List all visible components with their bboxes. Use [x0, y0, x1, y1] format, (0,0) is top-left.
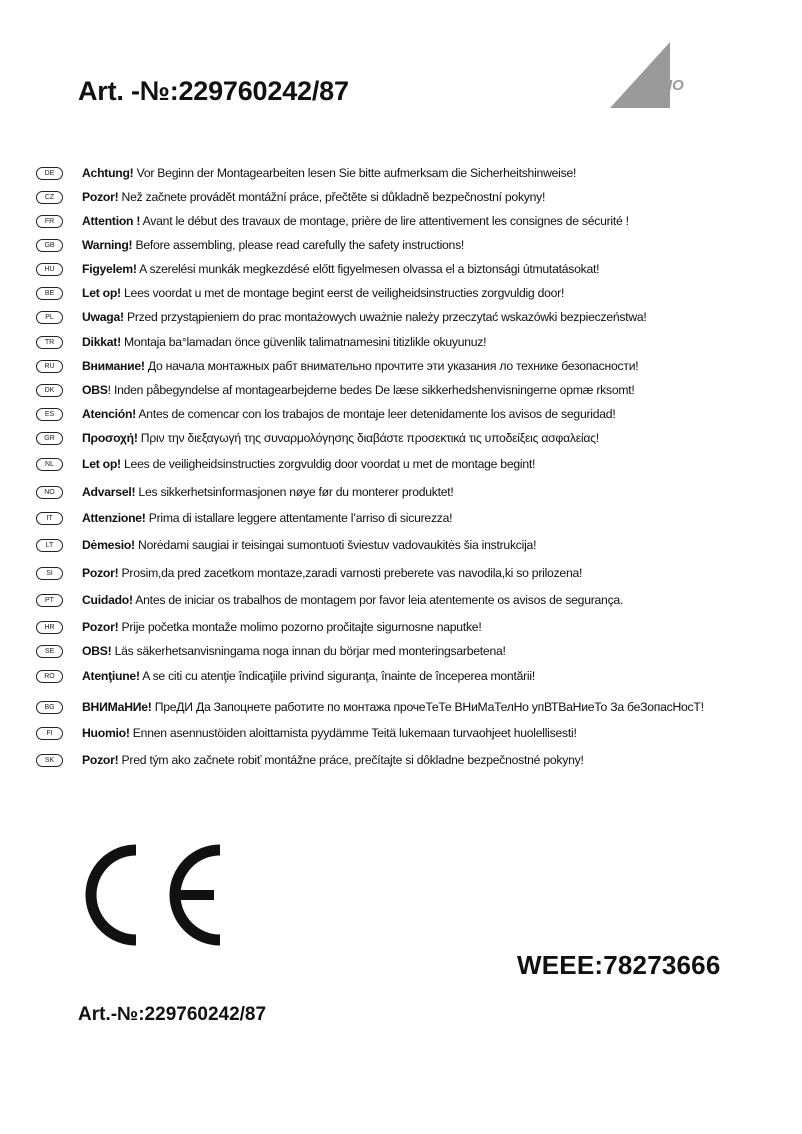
warning-text — [82, 700, 704, 714]
warning-text — [82, 511, 452, 525]
language-code-badge: FR — [36, 215, 63, 228]
warning-message: Les sikkerhetsinformasjonen nøye før du monterer produktet! — [135, 485, 454, 499]
warning-text — [82, 457, 535, 471]
language-code-badge: ES — [36, 408, 63, 421]
language-code-badge: RO — [36, 670, 63, 683]
warning-message: Antes de comencar con los trabajos de montaje leer detenidamente los avisos de seguridad! — [135, 407, 616, 421]
warning-message: Avant le début des travaux de montage, prière de lire attentivement les consignes de sécurité ! — [140, 214, 629, 228]
language-code-badge: BE — [36, 287, 63, 300]
warning-label: Figyelem! — [82, 262, 137, 276]
warning-label: Achtung! — [82, 166, 134, 180]
warning-text — [82, 359, 638, 373]
warning-row-lt — [36, 535, 536, 555]
warning-row-be — [36, 283, 564, 303]
warning-row-sk — [36, 750, 584, 770]
warning-text — [82, 620, 481, 634]
warning-text — [82, 190, 545, 204]
warning-message: Norėdami saugiai ir teisingai sumontuoti šviestuv vadovaukitės šia instrukcija! — [134, 538, 537, 552]
warning-label: Внимание! — [82, 359, 145, 373]
warning-text — [82, 214, 629, 228]
warning-label: Pozor! — [82, 566, 119, 580]
warning-label: Advarsel! — [82, 485, 136, 499]
warning-row-fr — [36, 211, 629, 231]
warning-label: Pozor! — [82, 753, 119, 767]
language-code-badge: FI — [36, 727, 63, 740]
warning-row-nl — [36, 454, 535, 474]
warning-row-pt — [36, 590, 623, 610]
warning-row-gb — [36, 235, 464, 255]
warning-row-it — [36, 508, 452, 528]
warning-row-ro — [36, 666, 535, 686]
warning-message: ПреДИ Да Запоцнете работите по монтажа прочеТеТе ВНиМаТелНо упВТВаНиеТо За беЗопасНосТ! — [151, 700, 704, 714]
warning-text — [82, 262, 599, 276]
warning-text — [82, 753, 584, 767]
language-code-badge: NO — [36, 486, 63, 499]
warning-message: Läs säkerhetsanvisningama noga innan du börjar med monteringsarbetena! — [111, 644, 506, 658]
warning-label: Cuidado! — [82, 593, 133, 607]
warning-label: OBS! — [82, 644, 112, 658]
warning-label: Uwaga! — [82, 310, 124, 324]
language-code-badge: GB — [36, 239, 63, 252]
warning-message: Než začnete provádět montážní práce, přečtěte si důkladně bezpečnostní pokyny! — [118, 190, 546, 204]
warning-message: ! Inden påbegyndelse af montagearbejderne bedes De læse sikkerhedshenvisningerne opmæ rksomt! — [107, 383, 635, 397]
warning-message: A szerelési munkák megkezdésé előtt figyelmesen olvassa el a biztonsági útmutatásokat! — [136, 262, 600, 276]
warning-message: Before assembling, please read carefully the safety instructions! — [132, 238, 465, 252]
language-code-badge: SK — [36, 754, 63, 767]
warning-message: Montaja ba°lamadan önce güvenlik talimatnamesini titizlikle okuyunuz! — [120, 335, 487, 349]
warning-text — [82, 407, 615, 421]
warning-message: Lees de veiligheidsinstructies zorgvuldig door voordat u met de montage begint! — [120, 457, 536, 471]
warning-row-de — [36, 163, 576, 183]
warning-label: Dėmesio! — [82, 538, 135, 552]
ce-mark — [74, 840, 226, 950]
warning-text — [82, 431, 599, 445]
warning-message: Prije početka montaže molimo pozorno pročitajte sigurnosne naputke! — [118, 620, 482, 634]
warning-message: Lees voordat u met de montage begint eerst de veiligheidsinstructies zorgvuldig door! — [120, 286, 565, 300]
warning-message: Πριν την διεξαγωγή της συναρμολόγησης διαβάστε προσεκτικά τις υποδείξεις ασφαλείας! — [137, 431, 599, 445]
warning-label: Atenţiune! — [82, 669, 140, 683]
warning-label: Huomio! — [82, 726, 130, 740]
language-code-badge: CZ — [36, 191, 63, 204]
warning-text — [82, 726, 577, 740]
warning-label: Let op! — [82, 286, 121, 300]
warning-row-se — [36, 641, 506, 661]
warning-text — [82, 593, 623, 607]
warning-message: Vor Beginn der Montagearbeiten lesen Sie bitte aufmerksam die Sicherheitshinweise! — [133, 166, 577, 180]
warning-label: Προσοχή! — [82, 431, 138, 445]
warning-label: Dikkat! — [82, 335, 121, 349]
warning-label: Let op! — [82, 457, 121, 471]
warning-row-cz — [36, 187, 545, 207]
footer-article-number: Art.-№:229760242/87 — [78, 1004, 267, 1025]
warning-message: Ennen asennustöiden aloittamista pyydämme Teitä lukemaan turvaohjeet huolellisesti! — [129, 726, 577, 740]
warning-text — [82, 238, 464, 252]
warning-label: Pozor! — [82, 190, 119, 204]
warning-row-pl — [36, 307, 647, 327]
warning-row-si — [36, 563, 582, 583]
warning-row-dk — [36, 380, 635, 400]
warning-text — [82, 383, 635, 397]
warning-message: До начала монтажных рабт внимательно прочтите эти указания ло технике безопасности! — [144, 359, 639, 373]
warning-label: OBS — [82, 383, 108, 397]
warning-row-fi — [36, 723, 577, 743]
warning-label: Pozor! — [82, 620, 119, 634]
warning-message: A se citi cu atenţie îndicaţiile privind siguranţa, înainte de începerea montării! — [139, 669, 535, 683]
language-code-badge: LT — [36, 539, 63, 552]
warning-message: Prosim,da pred zacetkom montaze,zaradi varnosti preberete vas navodila,ki so prilozena! — [118, 566, 583, 580]
language-code-badge: HR — [36, 621, 63, 634]
warning-row-hu — [36, 259, 599, 279]
warning-label: Warning! — [82, 238, 133, 252]
language-code-badge: TR — [36, 336, 63, 349]
warning-row-hr — [36, 617, 481, 637]
warning-text — [82, 310, 647, 324]
warning-message: Prima di istallare leggere attentamente l’arriso di sicurezza! — [145, 511, 453, 525]
warning-text — [82, 335, 486, 349]
warning-row-no — [36, 482, 454, 502]
warning-text — [82, 166, 576, 180]
warning-row-es — [36, 404, 615, 424]
warning-label: Attention ! — [82, 214, 141, 228]
warning-text — [82, 566, 582, 580]
warning-row-gr — [36, 428, 599, 448]
warning-text — [82, 644, 506, 658]
language-code-badge: RU — [36, 360, 63, 373]
warning-message: Antes de iniciar os trabalhos de montagem por favor leia atentemente os avisos de segurança. — [132, 593, 624, 607]
warning-row-bg — [36, 697, 704, 717]
weee-number: WEEE:78273666 — [517, 950, 721, 980]
language-code-badge: GR — [36, 432, 63, 445]
language-code-badge: PL — [36, 311, 63, 324]
warning-label: Attenzione! — [82, 511, 146, 525]
warning-label: ВНИМаНИе! — [82, 700, 152, 714]
warning-text — [82, 286, 564, 300]
logo-text: TRIO — [648, 77, 684, 94]
article-number-title: Art. -№:229760242/87 — [78, 76, 349, 106]
warning-message: Przed przystąpieniem do prac montażowych uważnie należy przeczytać wskazówki bezpieczeństwa! — [123, 310, 647, 324]
warning-text — [82, 538, 536, 552]
warning-row-ru — [36, 356, 638, 376]
warning-message: Pred tým ako začnete robiť montážne práce, prečítajte si dôkladne bezpečnostné pokyny! — [118, 753, 584, 767]
warning-text — [82, 485, 454, 499]
warning-text — [82, 669, 535, 683]
language-code-badge: BG — [36, 701, 63, 714]
language-code-badge: PT — [36, 594, 63, 607]
warning-label: Atención! — [82, 407, 136, 421]
warning-row-tr — [36, 332, 486, 352]
language-code-badge: HU — [36, 263, 63, 276]
ce-mark-icon — [74, 840, 226, 950]
language-code-badge: NL — [36, 458, 63, 471]
language-code-badge: SI — [36, 567, 63, 580]
language-code-badge: SE — [36, 645, 63, 658]
language-code-badge: DK — [36, 384, 63, 397]
language-code-badge: IT — [36, 512, 63, 525]
language-code-badge: DE — [36, 167, 63, 180]
